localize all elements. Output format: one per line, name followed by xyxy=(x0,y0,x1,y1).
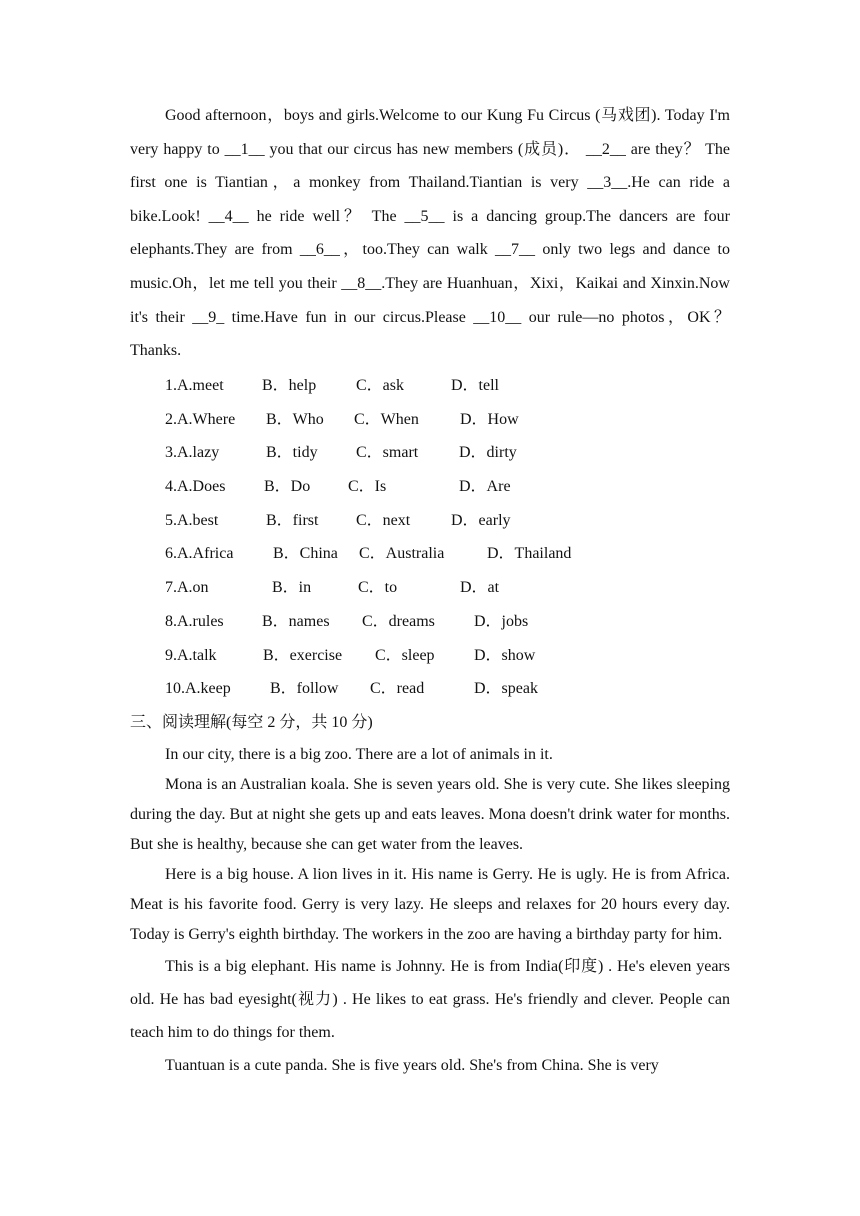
reading-paragraph: In our city, there is a big zoo. There are a lot of animals in it. xyxy=(165,746,553,763)
option-d: D．speak xyxy=(474,680,538,698)
option-a: 10.A.keep xyxy=(165,680,231,698)
option-c: C．smart xyxy=(356,444,419,462)
option-d: D．jobs xyxy=(474,612,529,630)
option-a: 4.A.Does xyxy=(165,478,226,496)
option-d: D．early xyxy=(451,511,511,529)
option-b: B．Who xyxy=(266,410,324,428)
option-a: 9.A.talk xyxy=(165,646,217,664)
option-b: B．China xyxy=(273,545,338,563)
reading-paragraph: Here is a big house. A lion lives in it. His name is Gerry. He is ugly. He is from Africa. Meat is his favorite food. Gerry is very lazy. He sleeps and relaxes for 20 hours every day. Today is Gerry's eighth birthday. The workers in the zoo are having a birthday party for him. xyxy=(130,866,730,943)
section-heading: 三、阅读理解(每空 2 分，共 10 分) xyxy=(130,714,373,731)
option-c: C．Is xyxy=(348,478,387,496)
reading-paragraph: Mona is an Australian koala. She is seven years old. She is very cute. She likes sleeping during the day. But at night she gets up and eats leaves. Mona doesn't drink water for months. But she is healthy, because she can get water from the leaves. xyxy=(130,776,730,853)
option-b: B．follow xyxy=(270,680,339,698)
option-b: B．exercise xyxy=(263,646,343,664)
option-a: 3.A.lazy xyxy=(165,444,220,462)
option-c: C．dreams xyxy=(362,612,435,630)
option-d: D．show xyxy=(474,646,536,664)
option-c: C．ask xyxy=(356,377,405,394)
option-c: C．next xyxy=(356,511,411,529)
option-c: C．to xyxy=(358,579,398,597)
option-b: B．names xyxy=(262,612,330,630)
option-b: B．help xyxy=(262,377,317,394)
option-a: 5.A.best xyxy=(165,511,219,529)
option-b: B．in xyxy=(272,579,312,597)
reading-paragraph: Tuantuan is a cute panda. She is five years old. She's from China. She is very xyxy=(165,1057,659,1074)
option-a: 8.A.rules xyxy=(165,612,224,630)
option-c: C．Australia xyxy=(359,545,445,563)
option-c: C．sleep xyxy=(375,646,435,664)
option-b: B．first xyxy=(266,511,319,529)
option-a: 1.A.meet xyxy=(165,377,224,394)
option-d: D．Are xyxy=(459,478,511,496)
option-d: D．How xyxy=(460,410,519,428)
option-a: 2.A.Where xyxy=(165,410,236,428)
option-d: D．tell xyxy=(451,377,499,394)
option-b: B．Do xyxy=(264,478,311,496)
reading-paragraph: This is a big elephant. His name is Johnny. He is from India(印度) . He's eleven years old. He has bad eyesight(视力) . He likes to eat grass. He's friendly and clever. People can teach him to do things for them. xyxy=(130,958,730,1041)
option-c: C．read xyxy=(370,680,425,698)
option-c: C．When xyxy=(354,410,419,428)
option-d: D．dirty xyxy=(459,444,517,462)
option-d: D．at xyxy=(460,579,500,597)
cloze-paragraph: Good afternoon，boys and girls.Welcome to our Kung Fu Circus (马戏团). Today I'm very happy to __1__ you that our circus has new members (成员)． __2__ are they？ The first one is Tiantian，a monkey from Thailand.Tiantian is very __3__.He can ride a bike.Look! __4__ he ride well？ The __5__ is a dancing group.The dancers are four elephants.They are from __6__，too.They can walk __7__ only two legs and dance to music.Oh，let me tell you their __8__.They are Huanhuan，Xixi，Kaikai and Xinxin.Now it's their __9_ time.Have fun in our circus.Please __10__ our rule—no photos，OK？Thanks. xyxy=(130,107,730,360)
option-d: D．Thailand xyxy=(487,545,572,563)
reading-passage xyxy=(130,740,730,1082)
cloze-passage xyxy=(130,99,730,368)
option-b: B．tidy xyxy=(266,444,318,462)
option-a: 6.A.Africa xyxy=(165,545,234,563)
option-a: 7.A.on xyxy=(165,579,209,597)
